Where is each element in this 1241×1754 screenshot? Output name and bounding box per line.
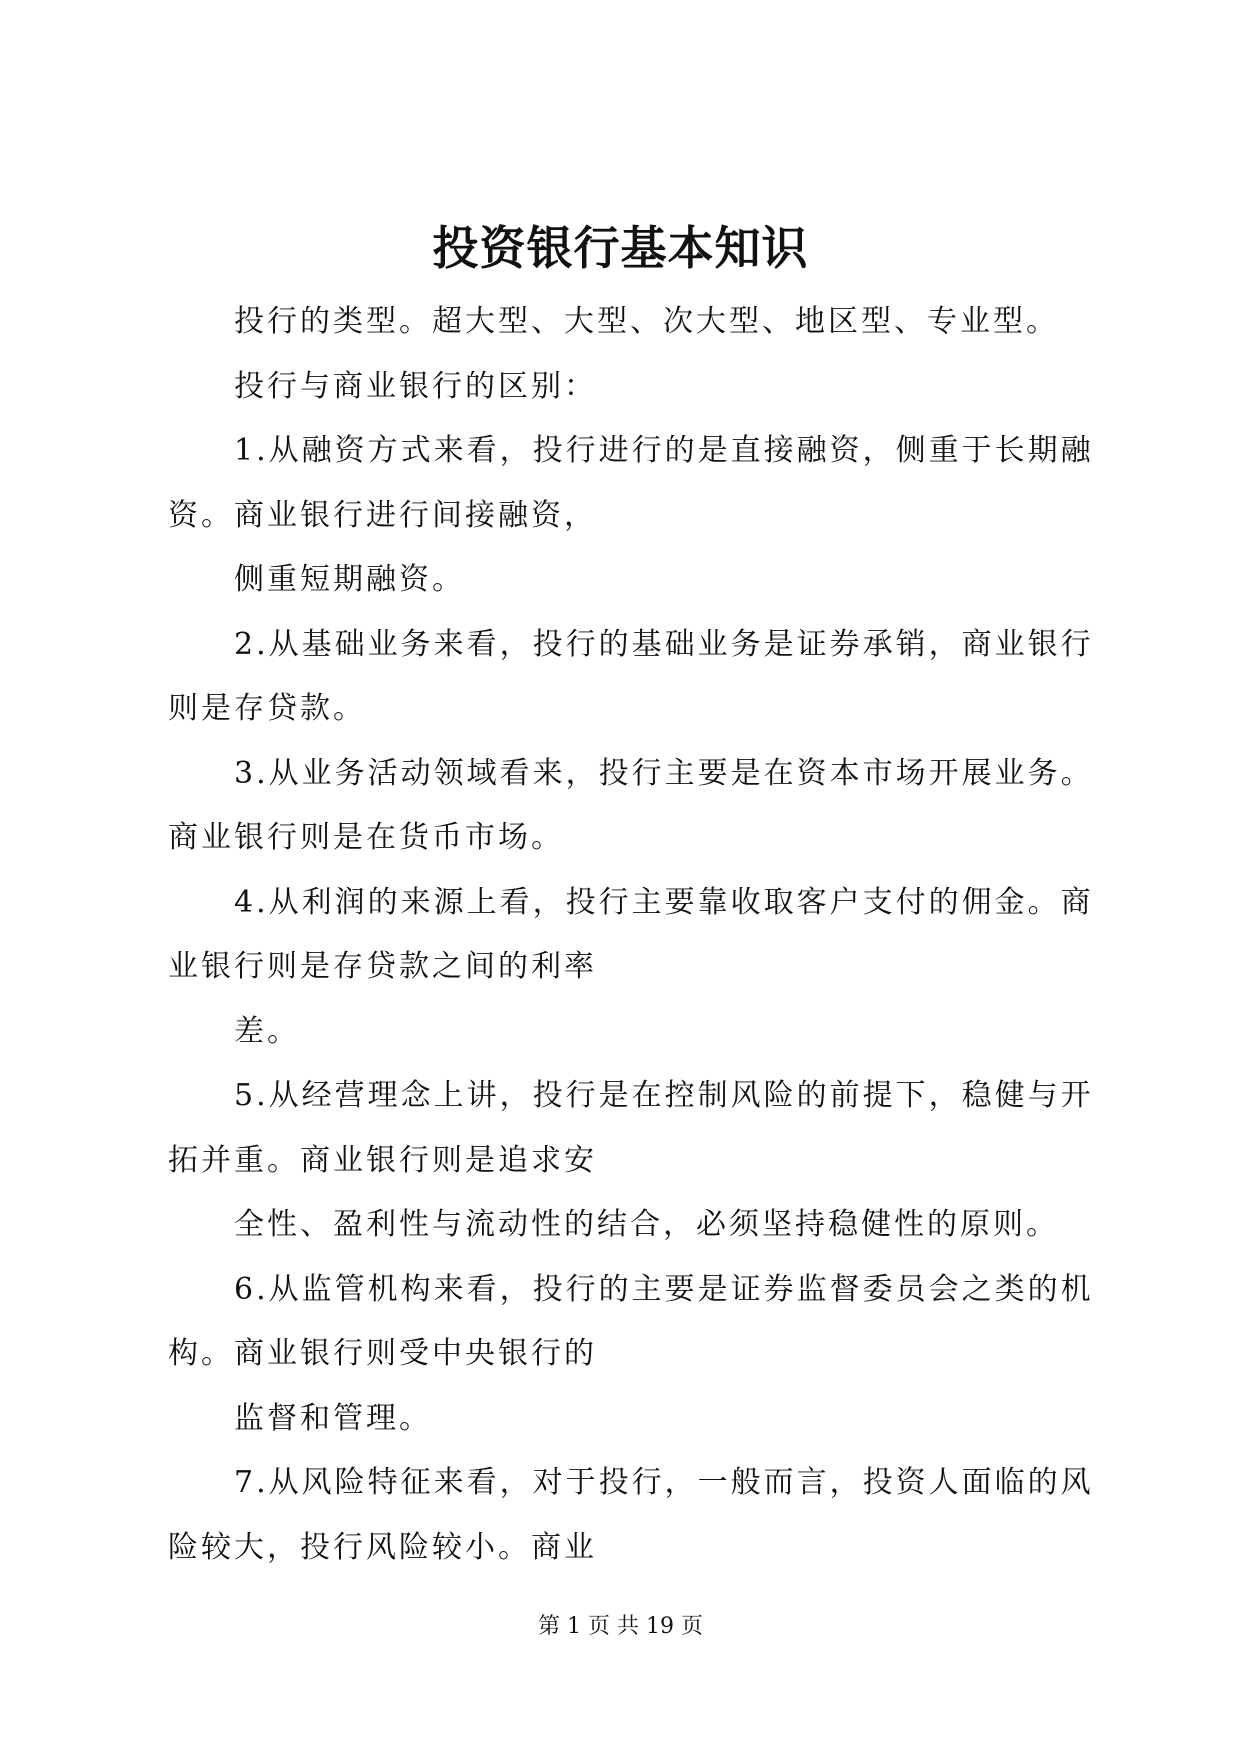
paragraph-line: 4.从利润的来源上看，投行主要靠收取客户支付的佣金。商 xyxy=(234,884,1094,920)
document-body xyxy=(168,290,1094,1580)
paragraph-line: 业银行则是存贷款之间的利率 xyxy=(168,949,597,984)
paragraph-line: 商业银行则是在货币市场。 xyxy=(168,820,564,855)
paragraph-line: 投行的类型。超大型、大型、次大型、地区型、专业型。 xyxy=(234,304,1059,339)
paragraph-line: 构。商业银行则受中央银行的 xyxy=(168,1336,597,1371)
page-footer: 第 1 页 共 19 页 xyxy=(538,1614,703,1639)
paragraph-line: 拓并重。商业银行则是追求安 xyxy=(168,1142,597,1178)
paragraph-line: 5.从经营理念上讲，投行是在控制风险的前提下，稳健与开 xyxy=(234,1078,1094,1113)
paragraph-line: 2.从基础业务来看，投行的基础业务是证券承销，商业银行 xyxy=(234,626,1094,662)
paragraph-line: 全性、盈利性与流动性的结合，必须坚持稳健性的原则。 xyxy=(234,1207,1059,1242)
paragraph-line: 3.从业务活动领域看来，投行主要是在资本市场开展业务。 xyxy=(234,755,1094,791)
paragraph-line: 投行与商业银行的区别： xyxy=(234,368,597,404)
paragraph-line: 1.从融资方式来看，投行进行的是直接融资，侧重于长期融 xyxy=(234,433,1094,468)
document-title: 投资银行基本知识 xyxy=(432,221,809,275)
paragraph-line: 7.从风险特征来看，对于投行，一般而言，投资人面临的风 xyxy=(234,1465,1094,1500)
paragraph-line: 差。 xyxy=(234,1013,300,1049)
paragraph-line: 监督和管理。 xyxy=(234,1400,432,1436)
paragraph-line: 6.从监管机构来看，投行的主要是证券监督委员会之类的机 xyxy=(234,1271,1094,1307)
paragraph-line: 险较大，投行风险较小。商业 xyxy=(168,1529,597,1565)
paragraph-line: 侧重短期融资。 xyxy=(234,562,465,597)
paragraph-line: 资。商业银行进行间接融资， xyxy=(168,497,597,533)
paragraph-line: 则是存贷款。 xyxy=(168,691,366,726)
